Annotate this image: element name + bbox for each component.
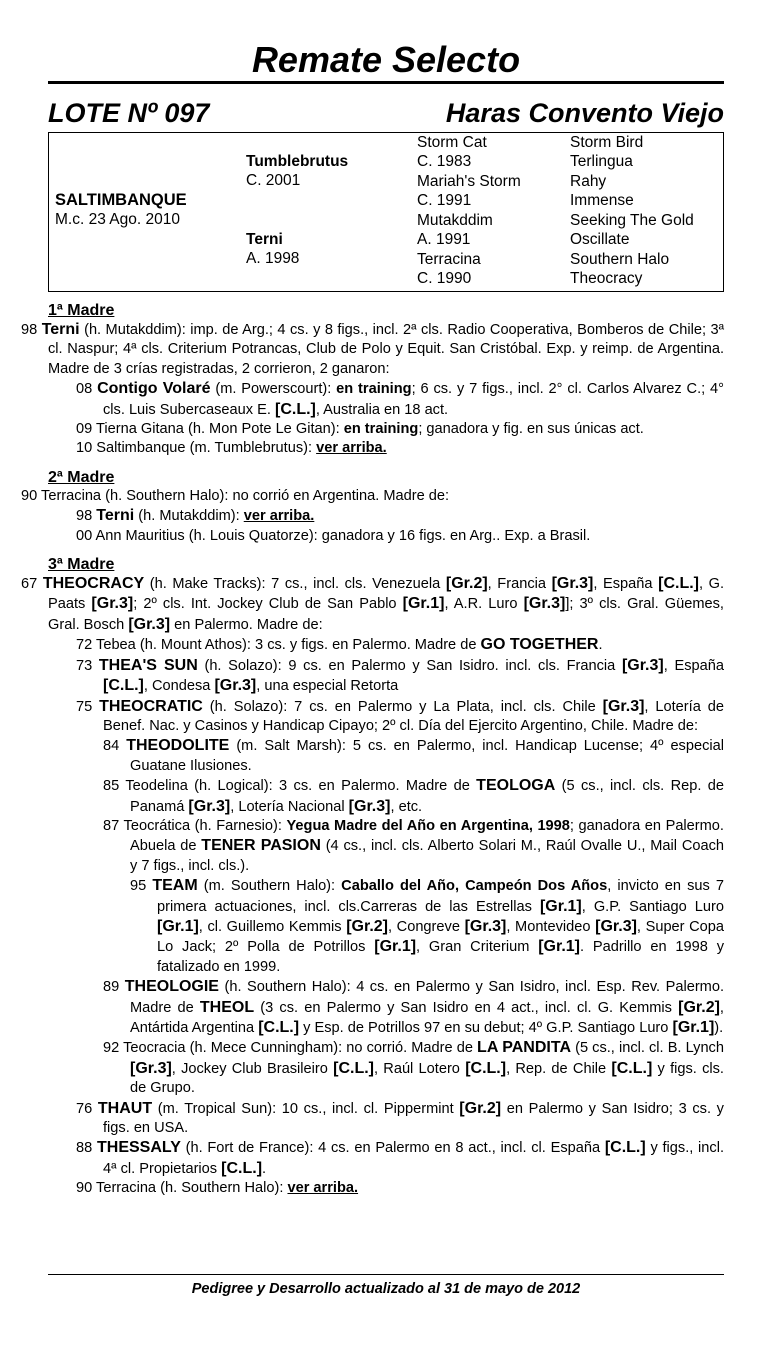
lote-number: LOTE Nº 097	[48, 98, 210, 128]
ggp-4: Immense	[570, 192, 634, 209]
ggp-1: Storm Bird	[570, 134, 644, 151]
title-rule	[48, 81, 724, 84]
list-item: 10 Saltimbanque (m. Tumblebrutus): ver arriba.	[76, 440, 387, 457]
list-item: 84 THEODOLITE (m. Salt Marsh): 5 cs. en Palermo, incl. Handicap Lucense; 4º especial Guatane Ilusiones.	[103, 737, 724, 774]
list-item: 89 THEOLOGIE (h. Southern Halo): 4 cs. en Palermo y San Isidro, incl. Esp. Rev. Palermo. Madre de THEOL (3 cs. en Palermo y San Isidro en 4 act., incl. cl. G. Kemmis [Gr.2], Antártida Argentina [C.L.] y Esp. de Potrillos 97 en su debut; 4º G.P. Santiago Luro [Gr.1]).	[103, 978, 725, 1036]
section-1a-madre	[21, 302, 725, 459]
ggp-2: Terlingua	[570, 153, 633, 170]
section-2a-madre	[21, 468, 724, 546]
grandsire-2-info: A. 1991	[417, 231, 471, 248]
list-item: 00 Ann Mauritius (h. Louis Quatorze): ganadora y 16 figs. en Arg.. Exp. a Brasil.	[76, 527, 591, 544]
ggp-6: Oscillate	[570, 231, 630, 248]
horse-info: M.c. 23 Ago. 2010	[55, 211, 180, 228]
list-item: 98 Terni (h. Mutakddim): ver arriba.	[76, 507, 315, 525]
granddam-2-info: C. 1990	[417, 270, 472, 287]
sire-name: Tumblebrutus	[246, 153, 349, 170]
list-item: 87 Teocrática (h. Farnesio): Yegua Madre del Año en Argentina, 1998; ganadora en Palermo. Abuela de TENER PASION (4 cs., incl. cls. Alberto Solari M., Raúl Ovalle U., Mail Coach y 7 figs., incl. cls.).	[103, 817, 725, 874]
list-item: 90 Terracina (h. Southern Halo): no corrió en Argentina. Madre de:	[21, 487, 450, 504]
dam-info: A. 1998	[246, 250, 300, 267]
grandsire-2: Mutakddim	[417, 212, 493, 229]
granddam-2: Terracina	[417, 251, 481, 268]
grandsire-1-info: C. 1983	[417, 153, 472, 170]
list-item: 95 TEAM (m. Southern Halo): Caballo del Año, Campeón Dos Años, invicto en sus 7 primera actuaciones, incl. cls.Carreras de las Estrellas [Gr.1], G.P. Santiago Luro [Gr.1], cl. Guillemo Kemmis [Gr.2], Congreve [Gr.3], Montevideo [Gr.3], Super Copa Lo Jack; 2º Polla de Potrillos [Gr.1], Gran Criterium [Gr.1]. Padrillo en 1998 y fatalizado en 1999.	[130, 877, 725, 975]
footer-rule	[48, 1274, 724, 1275]
dam-name: Terni	[246, 231, 283, 248]
ver-arriba-link[interactable]: ver arriba.	[287, 1180, 359, 1197]
haras-name: Haras Convento Viejo	[445, 98, 724, 128]
ggp-5: Seeking The Gold	[570, 212, 694, 229]
list-item: 85 Teodelina (h. Logical): 3 cs. en Palermo. Madre de TEOLOGA (5 cs., incl. cls. Rep. de Panamá [Gr.3], Lotería Nacional [Gr.3], etc.	[103, 777, 724, 815]
grandsire-1: Storm Cat	[417, 134, 487, 151]
list-item: 88 THESSALY (h. Fort de France): 4 cs. en Palermo en 8 act., incl. cl. España [C.L.] y figs., incl. 4ª cl. Propietarios [C.L.].	[76, 1139, 725, 1177]
list-item: 76 THAUT (m. Tropical Sun): 10 cs., incl. cl. Pippermint [Gr.2] en Palermo y San Isidro; 3 cs. y figs. en USA.	[76, 1099, 724, 1137]
section-title: 1ª Madre	[48, 302, 115, 319]
section-title: 2ª Madre	[48, 468, 115, 486]
list-item: 67 THEOCRACY (h. Make Tracks): 7 cs., incl. cls. Venezuela [Gr.2], Francia [Gr.3], España [C.L.], G. Paats [Gr.3]; 2º cls. Int. Jockey Club de San Pablo [Gr.1], A.R. Luro [Gr.3]]; 3º cls. Gral. Güemes, Gral. Bosch [Gr.3] en Palermo. Madre de:	[21, 575, 725, 633]
list-item: 72 Tebea (h. Mount Athos): 3 cs. y figs. en Palermo. Madre de GO TOGETHER.	[76, 636, 603, 654]
list-item: 75 THEOCRATIC (h. Solazo): 7 cs. en Palermo y La Plata, incl. cls. Chile [Gr.3], Lotería de Benef. Nac. y Casinos y Handicap Cipayo; 2º cl. Día del Ejercito Argentino, Chile. Madre de:	[76, 697, 724, 734]
list-item: 92 Teocracia (h. Mece Cunningham): no corrió. Madre de LA PANDITA (5 cs., incl. cl. B. Lynch [Gr.3], Jockey Club Brasileiro [C.L.], Raúl Lotero [C.L.], Rep. de Chile [C.L.] y figs. cls. de Grupo.	[103, 1039, 724, 1097]
page	[21, 0, 725, 1199]
list-item: 08 Contigo Volaré (m. Powerscourt): en training; 6 cs. y 7 figs., incl. 2° cl. Carlos Alvarez C.; 4° cls. Luis Subercaseaux E. [C.L.], Australia en 18 act.	[76, 380, 725, 418]
horse-name: SALTIMBANQUE	[55, 191, 187, 209]
ggp-8: Theocracy	[570, 270, 643, 287]
lote-row	[48, 98, 724, 128]
page-title: Remate Selecto	[251, 39, 521, 80]
ggp-7: Southern Halo	[570, 251, 670, 268]
footer-note: Pedigree y Desarrollo actualizado al 31 de mayo de 2012	[191, 1281, 581, 1297]
list-item: 90 Terracina (h. Southern Halo): ver arriba.	[76, 1180, 359, 1197]
ver-arriba-link[interactable]: ver arriba.	[316, 440, 387, 457]
ggp-3: Rahy	[570, 173, 607, 190]
granddam-1: Mariah's Storm	[417, 173, 521, 190]
list-item: 73 THEA'S SUN (h. Solazo): 9 cs. en Palermo y San Isidro. incl. cls. Francia [Gr.3], España [C.L.], Condesa [Gr.3], una especial Retorta	[76, 656, 724, 695]
ver-arriba-link[interactable]: ver arriba.	[243, 508, 315, 525]
section-title: 3ª Madre	[48, 556, 115, 574]
granddam-1-info: C. 1991	[417, 192, 472, 209]
section-3a-madre	[21, 556, 725, 1199]
list-item: 98 Terni (h. Mutakddim): imp. de Arg.; 4 cs. y 8 figs., incl. 2ª cls. Radio Cooperativa, Bomberos de Chile; 3ª cl. Naspur; 4ª cls. Criterium Potrancas, Club de Polo y Equit. San Cristóbal. Exp. y reimp. de Argentina. Madre de 3 crías registradas, 2 corrieron, 2 ganaron:	[21, 321, 724, 377]
pedigree-box	[48, 132, 724, 292]
sire-info: C. 2001	[246, 172, 301, 189]
list-item: 09 Tierna Gitana (h. Mon Pote Le Gitan): en training; ganadora y fig. en sus únicas act.	[76, 421, 644, 438]
